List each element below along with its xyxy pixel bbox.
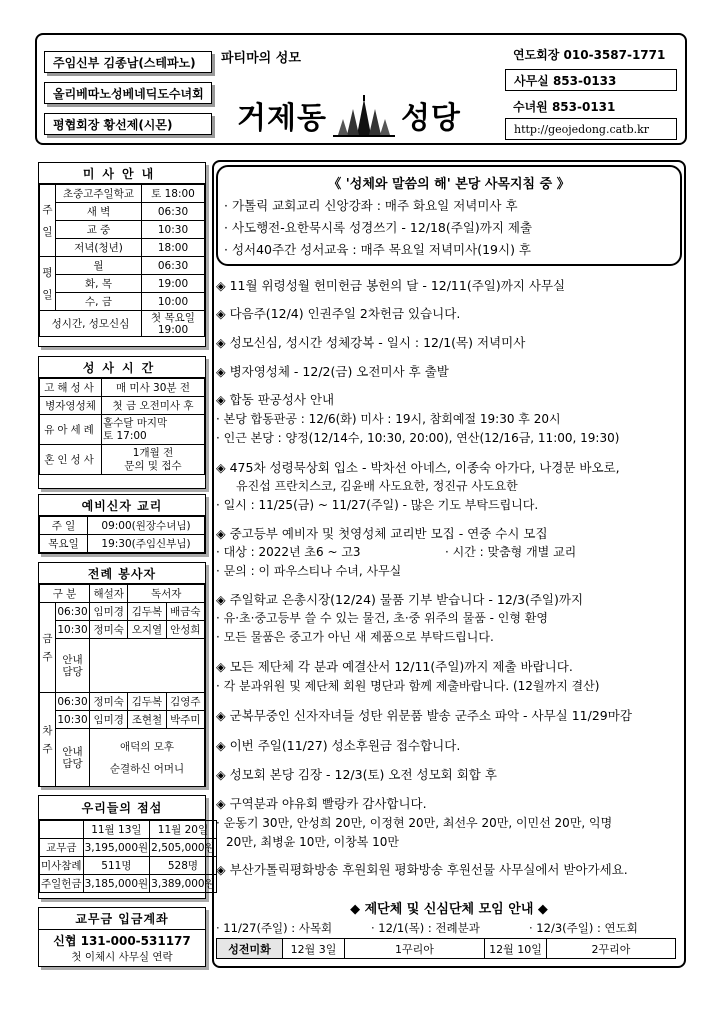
office-phone: 사무실 853-0133 (505, 69, 677, 91)
cat-value: 09:00(원장수녀님) (88, 517, 205, 535)
notice-item: ◈ 중고등부 예비자 및 첫영성체 교리반 모집 - 연중 수시 모집 (216, 526, 548, 541)
guide-label: 안내 담당 (56, 639, 90, 693)
notice-item: ◈ 11월 위령성월 헌미헌금 봉헌의 달 - 12/11(주일)까지 사무실 (216, 278, 566, 293)
sacrament-title: 성사시간 (39, 357, 205, 378)
notice-item: ◈ 다음주(12/4) 인권주일 2차헌금 있습니다. (216, 306, 461, 321)
next-week-label: 차주 (40, 693, 56, 787)
notice-item: ◈ 부산가톨릭평화방송 후원회원 평화방송 후원선물 사무실에서 받아가세요. (216, 862, 628, 877)
guide-group: 애덕의 모후 (119, 740, 175, 753)
notice-sub: · 유·초·중고등부 쓸 수 있는 물건, 초·중 위주의 물품 - 인형 환영 (216, 611, 548, 625)
sacr-label: 병자영성체 (40, 397, 102, 415)
sacr-label: 유아세례 (40, 415, 102, 445)
cleaning-group: 2꾸리아 (547, 939, 676, 959)
mass-row: 새 벽 (56, 203, 142, 221)
stat-head: 11월 13일 (83, 821, 150, 839)
serve-name: 안성희 (166, 621, 204, 639)
servers-title: 전례 봉사자 (39, 563, 205, 584)
cat-label: 주 일 (40, 517, 88, 535)
notice-sub: 유진섭 프란치스코, 김윤배 사도요한, 정진규 사도요한 (236, 479, 518, 493)
mass-sun-label: 주일 (40, 185, 56, 257)
servers-panel (38, 562, 206, 787)
pastoral-guideline-box (216, 165, 682, 266)
notice-sub: · 모든 물품은 중고가 아닌 새 제품으로 부탁드립니다. (216, 630, 494, 644)
serve-name: 김영주 (166, 693, 204, 711)
cat-label: 목요일 (40, 535, 88, 553)
notice-item: ◈ 성모신심, 성시간 성체강복 - 일시 : 12/1(목) 저녁미사 (216, 335, 526, 350)
guideline-line: · 성서40주간 성서교육 : 매주 목요일 저녁미사(19시) 후 (224, 242, 531, 257)
notice-sub: 20만, 최병윤 10만, 이창복 10만 (226, 835, 400, 849)
serve-time: 10:30 (56, 621, 90, 639)
stat-label: 주일헌금 (40, 875, 84, 893)
notice-item: ◈ 합동 판공성사 안내 (216, 392, 335, 407)
account-number: 신협 131-000-531177 (39, 929, 205, 949)
serve-head: 해설자 (90, 585, 128, 603)
sacr-value: 매 미사 30분 전 (102, 379, 205, 397)
stat-value: 511명 (83, 857, 150, 875)
mass-time: 06:30 (142, 257, 205, 275)
group-meeting: · 12/1(목) : 전례분과 (371, 921, 480, 935)
serve-name: 배금숙 (166, 603, 204, 621)
stat-value: 2,505,000원 (150, 839, 217, 857)
groups-section (216, 898, 682, 959)
serve-time: 06:30 (56, 693, 90, 711)
mass-time: 18:00 (142, 239, 205, 257)
stat-value: 3,195,000원 (83, 839, 150, 857)
guideline-line: · 가톨릭 교회교리 신앙강좌 : 매주 화요일 저녁미사 후 (224, 198, 518, 213)
mass-time: 10:30 (142, 221, 205, 239)
convent-label: 올리베따노성베네딕도수녀회 (44, 82, 212, 104)
serve-time: 06:30 (56, 603, 90, 621)
sacr-value: 첫 금 오전미사 후 (102, 397, 205, 415)
notice-sub: · 본당 합동판공 : 12/6(화) 미사 : 19시, 참회예절 19:30 후 20시 (216, 412, 561, 426)
stat-value: 3,185,000원 (83, 875, 150, 893)
notice-item: ◈ 성모회 본당 김장 - 12/3(토) 오전 성모회 회합 후 (216, 767, 497, 782)
serve-name: 정미숙 (90, 693, 128, 711)
cleaning-group: 1꾸리아 (345, 939, 485, 959)
groups-line (216, 920, 682, 936)
serve-name: 박주미 (166, 711, 204, 729)
catechism-panel (38, 494, 206, 554)
pastor-label: 주임신부 김종남(스테파노) (44, 51, 212, 73)
mass-row: 성시간, 성모신심 (40, 311, 142, 337)
mass-row: 수, 금 (56, 293, 142, 311)
notice-item: ◈ 병자영성체 - 12/2(금) 오전미사 후 출발 (216, 364, 449, 379)
stat-label: 미사참례 (40, 857, 84, 875)
sacr-label: 혼인성사 (40, 445, 102, 475)
mass-title: 미사안내 (39, 163, 205, 184)
cleaning-label: 성전미화 (217, 939, 283, 959)
serve-name: 임미경 (90, 603, 128, 621)
serve-head: 구 분 (40, 585, 90, 603)
church-name (237, 93, 461, 141)
mass-panel (38, 162, 206, 347)
notice-item: ◈ 모든 제단체 각 분과 예결산서 12/11(주일)까지 제출 바랍니다. (216, 659, 573, 674)
cleaning-date: 12월 10일 (485, 939, 547, 959)
sacrament-panel (38, 356, 206, 489)
notice-sub: · 인근 본당 : 양정(12/14수, 10:30, 20:00), 연산(12/16금, 11:00, 19:30) (216, 431, 620, 445)
notice-item: ◈ 475차 성령묵상회 입소 - 박차선 아네스, 이종숙 아가다, 나경문 바오로, (216, 460, 620, 475)
catechism-title: 예비신자 교리 (39, 495, 205, 516)
guideline-line: · 사도행전-요한묵시록 성경쓰기 - 12/18(주일)까지 제출 (224, 220, 533, 235)
convent-phone: 수녀원 853-0131 (505, 95, 677, 117)
notice-sub: · 일시 : 11/25(금) ~ 11/27(주일) - 많은 기도 부탁드립니다. (216, 498, 539, 512)
notice-sub: · 문의 : 이 파우스티나 수녀, 사무실 (216, 564, 402, 578)
serve-name: 김두복 (128, 693, 166, 711)
guide-group: 순결하신 어머니 (109, 762, 185, 775)
rosary-contact: 연도회장 010-3587-1771 (505, 43, 677, 65)
notice-sub: · 각 분과위원 및 제단체 회원 명단과 함께 제출바랍니다. (12월까지 결산) (216, 679, 600, 693)
sacr-value: 홀수달 마지막 토 17:00 (102, 415, 205, 445)
mass-time: 19:00 (142, 275, 205, 293)
mass-row: 교 중 (56, 221, 142, 239)
guide-label: 안내 담당 (56, 729, 90, 787)
stats-panel (38, 795, 215, 899)
mass-time: 06:30 (142, 203, 205, 221)
papal-title: 파티마의 성모 (221, 51, 301, 66)
mass-row: 월 (56, 257, 142, 275)
church-name-a: 거제동 (237, 101, 327, 136)
notice-sub: · 대상 : 2022년 초6 ~ 고3 (216, 545, 361, 559)
account-panel (38, 907, 206, 967)
mass-row: 저녁(청년) (56, 239, 142, 257)
sacr-value: 1개월 전 문의 및 접수 (102, 445, 205, 475)
serve-name: 오지열 (128, 621, 166, 639)
notice-sub: · 시간 : 맞춤형 개별 교리 (445, 545, 577, 559)
notice-item: ◈ 구역분과 야유회 빨랑카 감사합니다. (216, 796, 427, 811)
serve-head: 독서자 (128, 585, 205, 603)
serve-name: 정미숙 (90, 621, 128, 639)
stat-value: 3,389,000원 (150, 875, 217, 893)
notice-item: ◈ 이번 주일(11/27) 성소후원금 접수합니다. (216, 738, 461, 753)
stats-title: 우리들의 점섬 (39, 796, 205, 820)
mass-week-label: 평일 (40, 257, 56, 311)
group-meeting: · 11/27(주일) : 사목회 (216, 921, 333, 935)
mass-time: 토 18:00 (142, 185, 205, 203)
account-note: 첫 이체시 사무실 연락 (71, 951, 173, 963)
stat-value: 528명 (150, 857, 217, 875)
serve-name: 조현철 (128, 711, 166, 729)
serve-name: 김두복 (128, 603, 166, 621)
stat-label: 교무금 (40, 839, 84, 857)
notice-sub: · 운동기 30만, 안성희 20만, 이정현 20만, 최선우 20만, 이민선 20만, 익명 (216, 816, 613, 830)
this-week-label: 금주 (40, 603, 56, 693)
serve-time: 10:30 (56, 711, 90, 729)
group-meeting: · 12/3(주일) : 연도회 (529, 921, 638, 935)
account-title: 교무금 입금계좌 (75, 912, 169, 926)
cleaning-date: 12월 3일 (283, 939, 345, 959)
cat-value: 19:30(주임신부님) (88, 535, 205, 553)
guideline-title: 《 '성체와 말씀의 해' 본당 사목지침 중 》 (328, 177, 570, 192)
church-name-b: 성당 (400, 101, 461, 136)
sacr-label: 고해성사 (40, 379, 102, 397)
notice-item: ◈ 군복무중인 신자자녀들 성탄 위문품 발송 군주소 파악 - 사무실 11/29마감 (216, 708, 632, 723)
groups-title: ◆ 제단체 및 신심단체 모임 안내 ◆ (350, 902, 548, 917)
stat-head: 11월 20일 (150, 821, 217, 839)
notice-item: ◈ 주일학교 은총시장(12/24) 물품 기부 받습니다 - 12/3(주일)까지 (216, 592, 584, 607)
mass-time: 10:00 (142, 293, 205, 311)
mass-time: 첫 목요일 19:00 (142, 311, 205, 337)
serve-name: 임미경 (90, 711, 128, 729)
council-label: 평협회장 황선제(시몬) (44, 113, 212, 135)
website-link[interactable]: http://geojedong.catb.kr (505, 118, 677, 140)
mass-row: 초중고주일학교 (56, 185, 142, 203)
mass-row: 화, 목 (56, 275, 142, 293)
church-logo-icon (333, 95, 395, 137)
